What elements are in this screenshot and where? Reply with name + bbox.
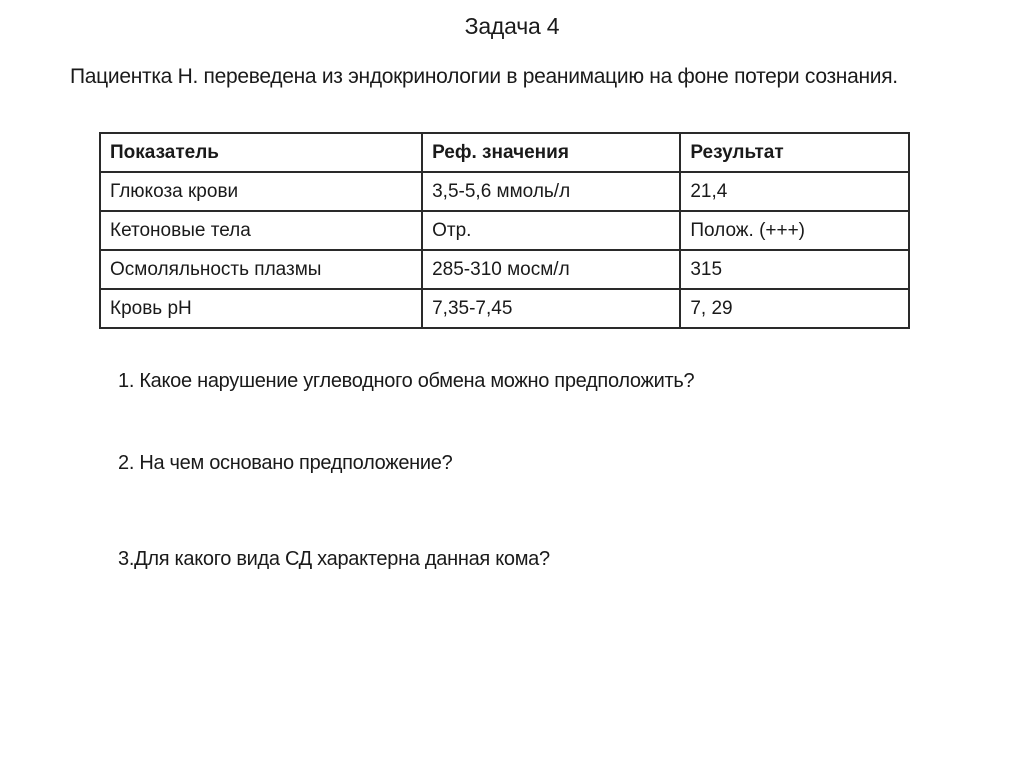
cell-reference: Отр.: [422, 211, 680, 250]
lab-results-table: [99, 132, 910, 329]
cell-reference: 7,35-7,45: [422, 289, 680, 328]
question-2: 2. На чем основано предположение?: [118, 452, 453, 474]
cell-reference: 3,5-5,6 ммоль/л: [422, 172, 680, 211]
table-header-row: [100, 133, 909, 172]
header-result: Результат: [680, 133, 909, 172]
cell-indicator: Осмоляльность плазмы: [100, 250, 422, 289]
cell-result: 21,4: [680, 172, 909, 211]
header-indicator: Показатель: [100, 133, 422, 172]
question-3: 3.Для какого вида СД характерна данная кома?: [118, 548, 550, 570]
table-row: [100, 289, 909, 328]
table-row: [100, 250, 909, 289]
cell-indicator: Кетоновые тела: [100, 211, 422, 250]
header-reference: Реф. значения: [422, 133, 680, 172]
table-row: [100, 211, 909, 250]
cell-indicator: Кровь pH: [100, 289, 422, 328]
cell-indicator: Глюкоза крови: [100, 172, 422, 211]
cell-reference: 285-310 мосм/л: [422, 250, 680, 289]
question-1: 1. Какое нарушение углеводного обмена можно предположить?: [118, 370, 695, 392]
case-description: Пациентка Н. переведена из эндокринологии в реанимацию на фоне потери сознания.: [70, 65, 898, 88]
cell-result: 7, 29: [680, 289, 909, 328]
slide-title: Задача 4: [464, 13, 560, 39]
cell-result: Полож. (+++): [680, 211, 909, 250]
cell-result: 315: [680, 250, 909, 289]
table-row: [100, 172, 909, 211]
